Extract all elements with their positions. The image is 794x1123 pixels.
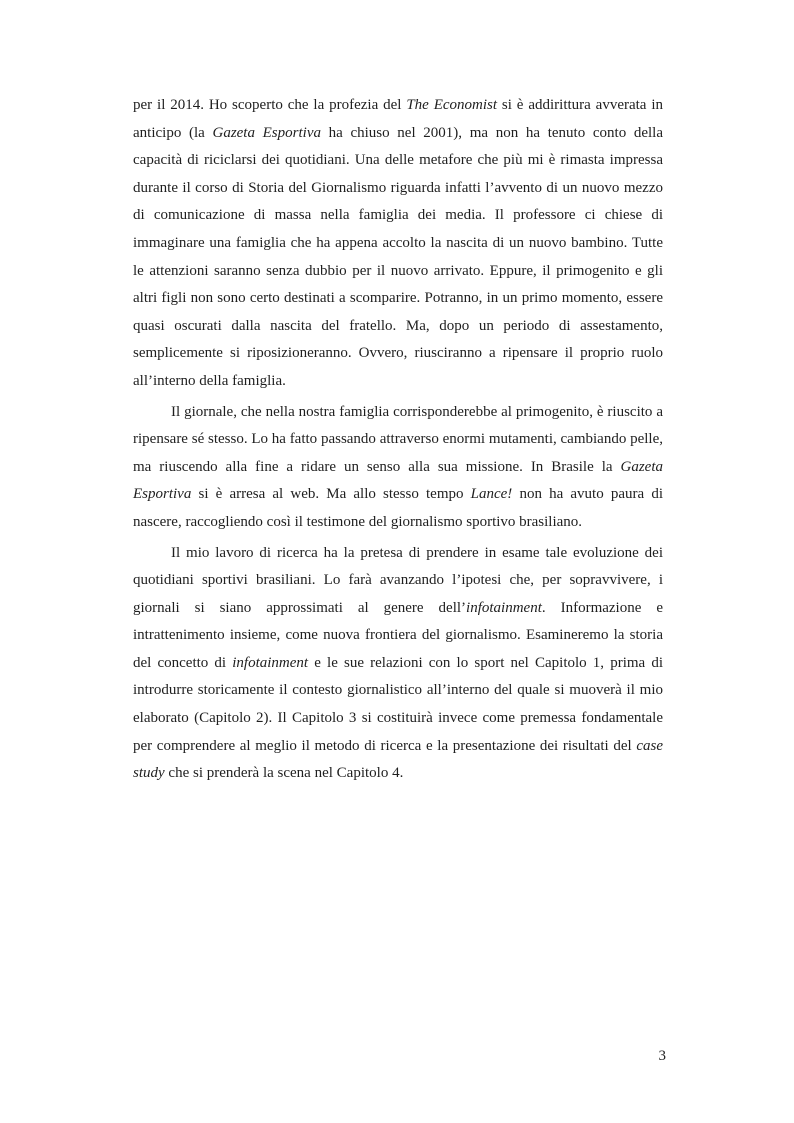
paragraph-1-text: ha chiuso nel 2001), ma non ha tenuto conto della capacità di riciclarsi dei quotidiani. Una delle metafore che più mi è rimasta impressa durante il corso di Storia del Giornalismo riguarda infatti l’avvento di un nuovo mezzo di comunicazione di massa nella famiglia dei media. Il professore ci chiese di immaginare una famiglia che ha appena accolto la nascita di un nuovo bambino. Tutte le attenzioni saranno senza dubbio per il nuovo arrivato. Eppure, il primogenito e gli altri figli non sono certo destinati a scomparire. Potranno, in un primo momento, essere quasi oscurati dalla nascita del fratello. Ma, dopo un periodo di assestamento, semplicemente si riposizioneranno. Ovvero, riusciranno a ripensare il proprio ruolo all’interno della famiglia. bbox=[133, 124, 664, 389]
page-number: 3 bbox=[658, 1048, 666, 1064]
italic-term-infotainment: infotainment bbox=[232, 654, 309, 671]
paragraph-1-text: si è addirittura avverata in anticipo (la bbox=[133, 97, 664, 141]
body-text bbox=[133, 92, 663, 788]
italic-title-the-economist: The Economist bbox=[406, 97, 498, 113]
paragraph-3-text: . Informazione e intrattenimento insieme, come nuova frontiera del giornalismo. Esamineremo la storia del concetto di bbox=[133, 599, 664, 671]
italic-term-case-study: case study bbox=[133, 737, 663, 782]
paragraph-1-text: per il 2014. Ho scoperto che la profezia del bbox=[133, 97, 407, 113]
paragraph-3-text: Il mio lavoro di ricerca ha la pretesa di prendere in esame tale evoluzione dei quotidiani sportivi brasiliani. Lo farà avanzando l’ipotesi che, per sopravvivere, i giornali si siano approssimati al genere dell’ bbox=[133, 544, 663, 616]
paragraph-2-text: si è arresa al web. Ma allo stesso tempo bbox=[191, 486, 471, 503]
paragraph-1 bbox=[133, 92, 663, 396]
paragraph-2-text: non ha avuto paura di nascere, raccogliendo così il testimone del giornalismo sportivo brasiliano. bbox=[133, 486, 663, 530]
italic-term-infotainment: infotainment bbox=[466, 599, 542, 616]
italic-title-gazeta-esportiva: Gazeta Esportiva bbox=[212, 124, 321, 141]
paragraph-2 bbox=[133, 399, 663, 537]
italic-title-lance: Lance! bbox=[470, 486, 513, 503]
paragraph-3 bbox=[133, 540, 663, 788]
paragraph-3-text: e le sue relazioni con lo sport nel Capitolo 1, prima di introdurre storicamente il contesto giornalistico all’interno del quale si muoverà il mio elaborato (Capitolo 2). Il Capitolo 3 si costituirà invece come premessa fondamentale per comprendere al meglio il metodo di ricerca e la presentazione dei risultati del bbox=[133, 654, 663, 754]
paragraph-2-text: Il giornale, che nella nostra famiglia corrisponderebbe al primogenito, è riuscito a ripensare sé stesso. Lo ha fatto passando attraverso enormi mutamenti, cambiando pelle, ma riuscendo alla fine a ridare un senso alla sua missione. In Brasile la bbox=[133, 403, 663, 475]
paragraph-3-text: che si prenderà la scena nel Capitolo 4. bbox=[164, 765, 404, 782]
italic-title-gazeta-esportiva: Gazeta Esportiva bbox=[133, 458, 663, 503]
